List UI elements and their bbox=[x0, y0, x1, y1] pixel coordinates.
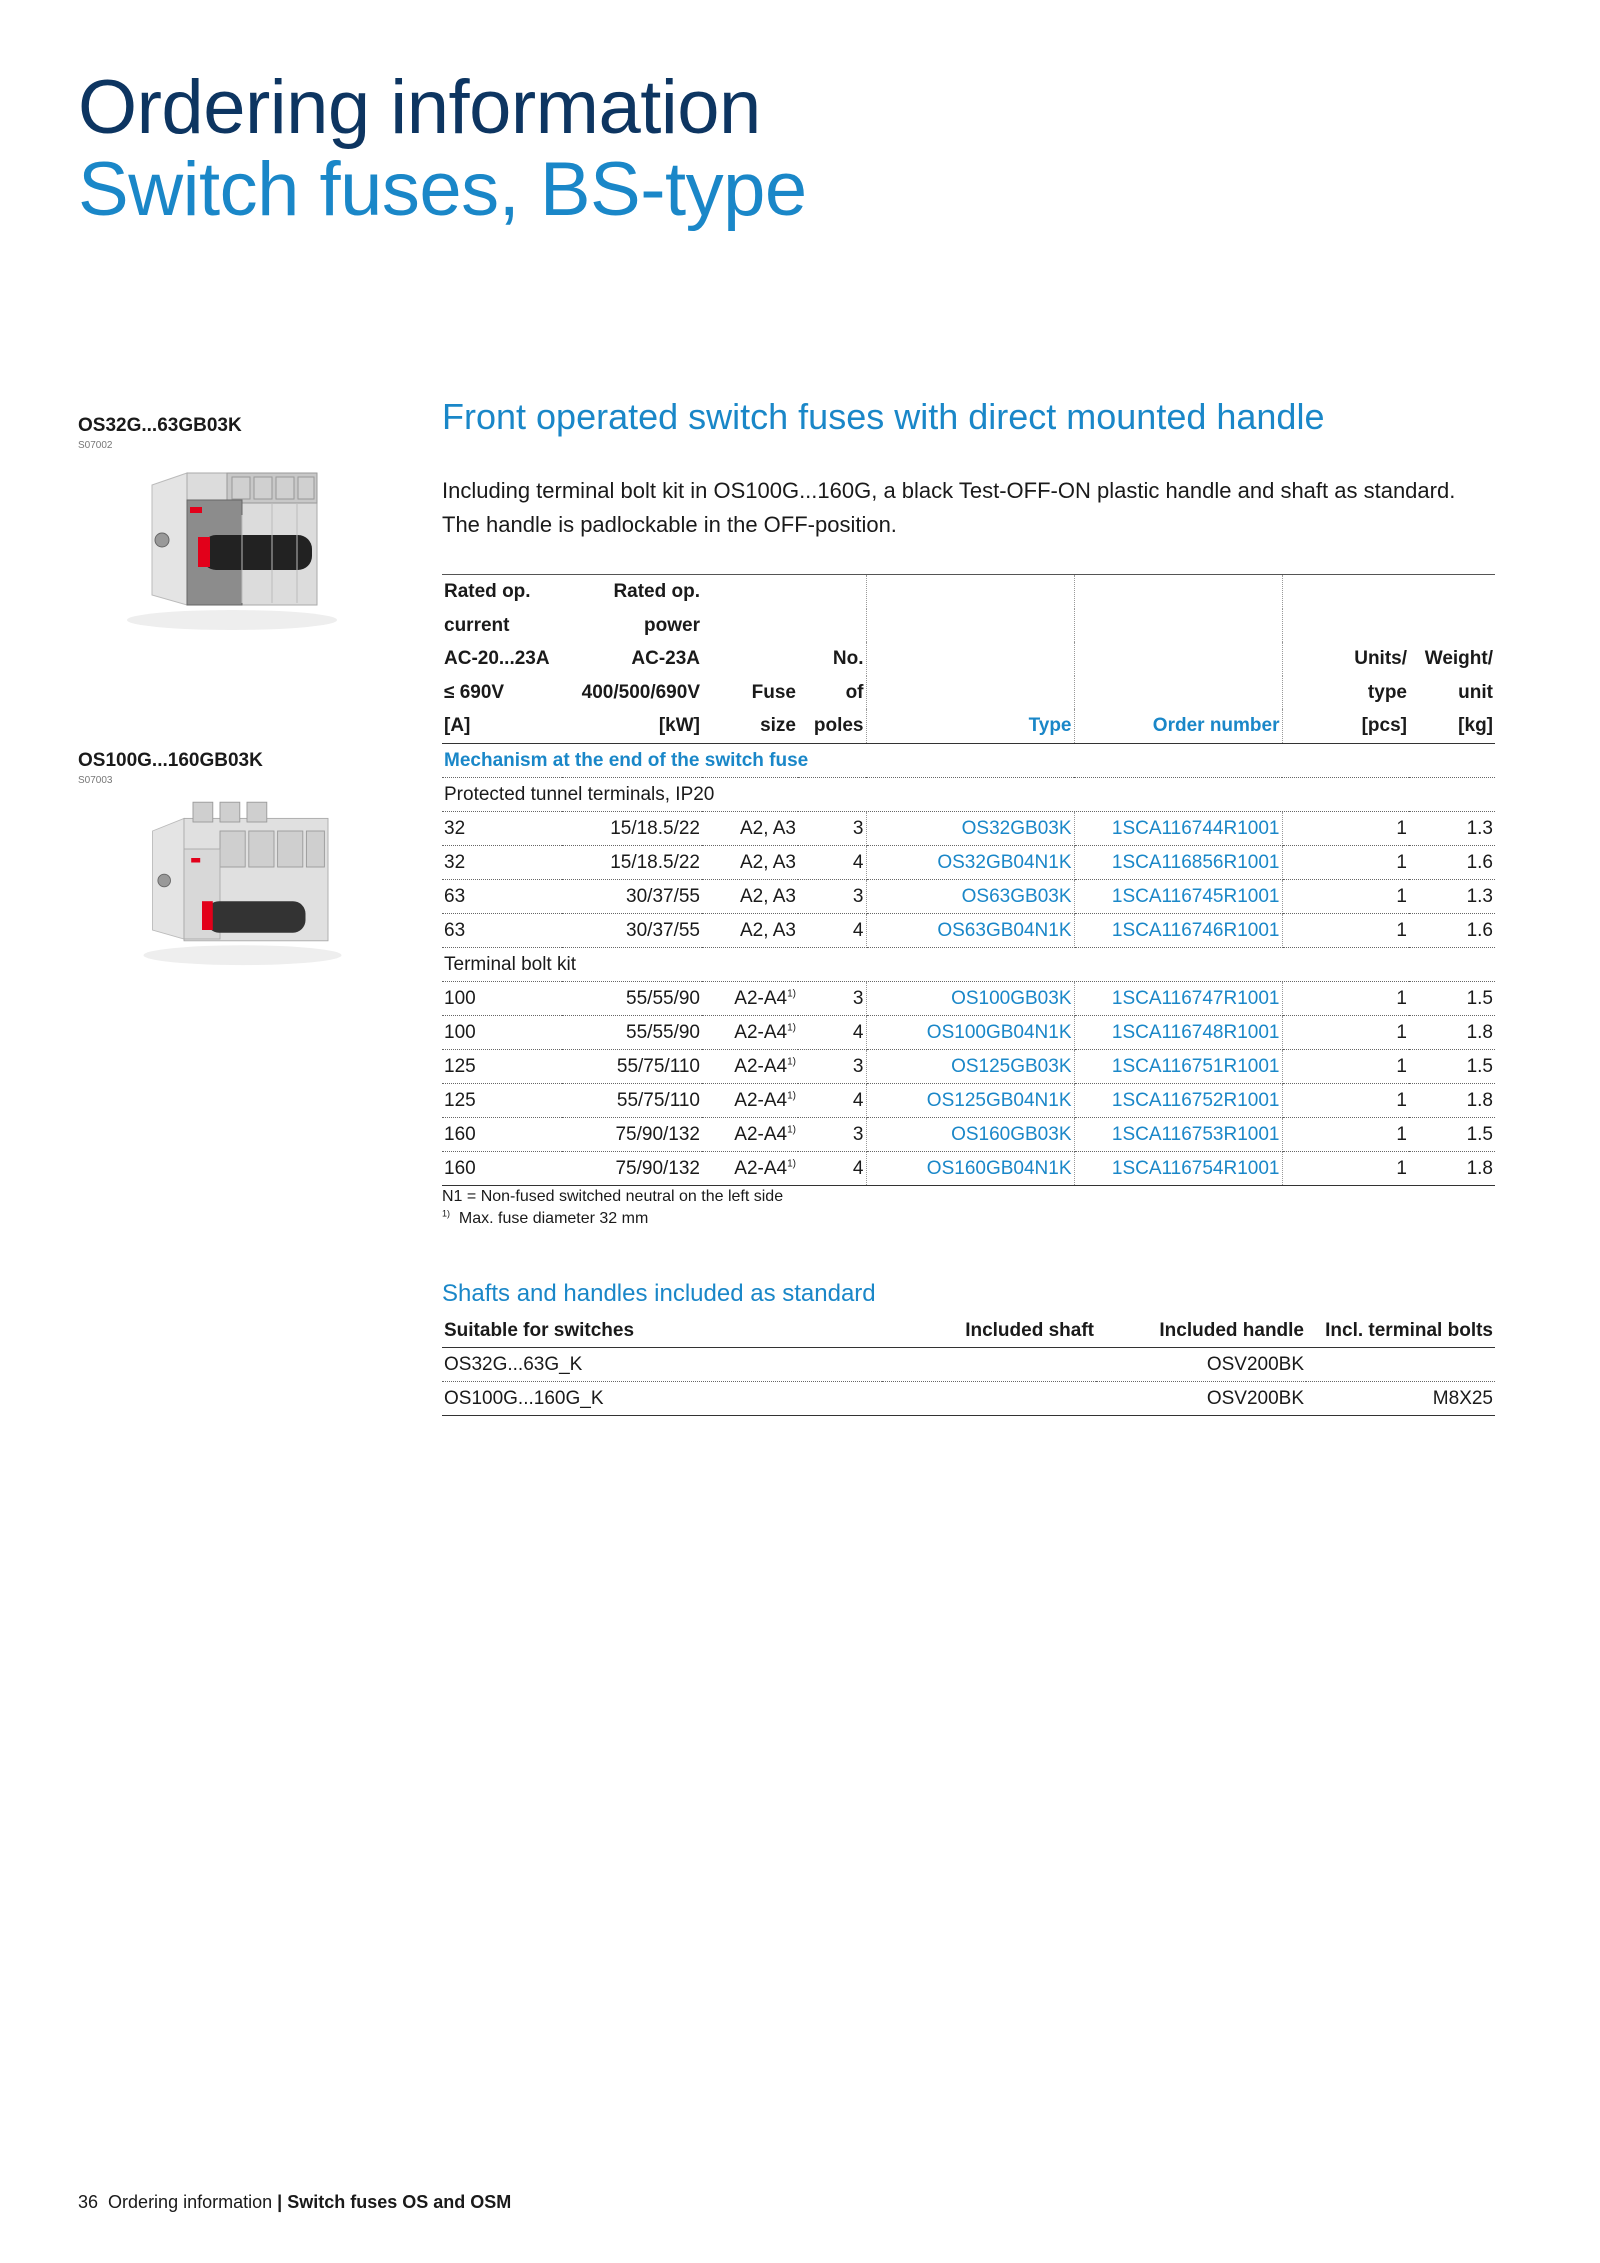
footnote-mark: 1) bbox=[787, 1124, 796, 1136]
cell-current: 32 bbox=[442, 845, 562, 879]
header-current: Rated op. bbox=[442, 575, 562, 609]
page-number: 36 bbox=[78, 2192, 99, 2212]
footnote-1 bbox=[442, 1208, 783, 1230]
cell-weight: 1.8 bbox=[1409, 1015, 1495, 1049]
shafts-header-handle: Included handle bbox=[1096, 1314, 1306, 1348]
table-row bbox=[442, 1049, 1495, 1083]
cell-units: 1 bbox=[1282, 1015, 1409, 1049]
cell-type: OS63GB03K bbox=[866, 879, 1074, 913]
shafts-cell-switches: OS100G...160G_K bbox=[442, 1382, 882, 1416]
cell-power: 55/75/110 bbox=[562, 1083, 702, 1117]
cell-fuse: A2-A4$^{1)}$ bbox=[702, 1083, 798, 1117]
footer-section: Ordering information bbox=[108, 2192, 273, 2212]
header-power: [kW] bbox=[562, 709, 702, 743]
header-type: Type bbox=[866, 709, 1074, 743]
table-header-row bbox=[442, 609, 1495, 643]
cell-units: 1 bbox=[1282, 913, 1409, 947]
cell-power: 15/18.5/22 bbox=[562, 811, 702, 845]
cell-order-number: 1SCA116748R1001 bbox=[1074, 1015, 1282, 1049]
shafts-cell-shaft bbox=[882, 1348, 1096, 1382]
product-1-image bbox=[112, 455, 352, 635]
footnote-mark: 1) bbox=[787, 1022, 796, 1034]
shafts-header-row bbox=[442, 1314, 1495, 1348]
header-poles: poles bbox=[798, 709, 866, 743]
cell-poles: 4 bbox=[798, 1151, 866, 1185]
cell-order-number: 1SCA116747R1001 bbox=[1074, 981, 1282, 1015]
cell-power: 55/55/90 bbox=[562, 1015, 702, 1049]
product-2-code: S07003 bbox=[78, 775, 113, 786]
note-n1: N1 = Non-fused switched neutral on the left side bbox=[442, 1188, 784, 1205]
cell-weight: 1.6 bbox=[1409, 913, 1495, 947]
cell-order-number: 1SCA116745R1001 bbox=[1074, 879, 1282, 913]
mechanism-label: Mechanism at the end of the switch fuse bbox=[442, 743, 1495, 777]
cell-units: 1 bbox=[1282, 1117, 1409, 1151]
table-header-row bbox=[442, 642, 1495, 676]
cell-fuse: A2, A3 bbox=[702, 811, 798, 845]
page-title-line2: Switch fuses, BS-type bbox=[78, 147, 807, 232]
cell-units: 1 bbox=[1282, 845, 1409, 879]
cell-units: 1 bbox=[1282, 1083, 1409, 1117]
table-row bbox=[442, 1117, 1495, 1151]
cell-type: OS32GB04N1K bbox=[866, 845, 1074, 879]
footer-separator: | bbox=[277, 2192, 283, 2212]
cell-poles: 4 bbox=[798, 1015, 866, 1049]
cell-fuse: A2-A4$^{1)}$ bbox=[702, 1117, 798, 1151]
cell-poles: 3 bbox=[798, 879, 866, 913]
shafts-cell-bolts: M8X25 bbox=[1306, 1382, 1495, 1416]
cell-weight: 1.5 bbox=[1409, 1049, 1495, 1083]
shafts-header-switches: Suitable for switches bbox=[442, 1314, 882, 1348]
section-heading: Front operated switch fuses with direct mounted handle bbox=[442, 396, 1325, 437]
header-weight: [kg] bbox=[1409, 709, 1495, 743]
cell-weight: 1.5 bbox=[1409, 981, 1495, 1015]
table-header-row bbox=[442, 676, 1495, 710]
cell-units: 1 bbox=[1282, 1049, 1409, 1083]
shafts-cell-switches: OS32G...63G_K bbox=[442, 1348, 882, 1382]
cell-power: 55/75/110 bbox=[562, 1049, 702, 1083]
table-row bbox=[442, 913, 1495, 947]
cell-units: 1 bbox=[1282, 811, 1409, 845]
cell-power: 30/37/55 bbox=[562, 879, 702, 913]
cell-weight: 1.5 bbox=[1409, 1117, 1495, 1151]
table-row bbox=[442, 845, 1495, 879]
group-label-tunnel-terminals: Protected tunnel terminals, IP20 bbox=[442, 777, 1495, 811]
header-fuse: Fuse bbox=[751, 681, 796, 703]
footnote-mark: 1) bbox=[787, 988, 796, 1000]
cell-order-number: 1SCA116744R1001 bbox=[1074, 811, 1282, 845]
shafts-header-shaft: Included shaft bbox=[882, 1314, 1096, 1348]
cell-order-number: 1SCA116856R1001 bbox=[1074, 845, 1282, 879]
table-row bbox=[442, 1083, 1495, 1117]
cell-power: 75/90/132 bbox=[562, 1151, 702, 1185]
product-2-image bbox=[118, 795, 358, 975]
cell-order-number: 1SCA116746R1001 bbox=[1074, 913, 1282, 947]
header-current: current bbox=[444, 614, 510, 636]
cell-units: 1 bbox=[1282, 981, 1409, 1015]
header-current: ≤ 690V bbox=[444, 681, 505, 703]
product-1-code: S07002 bbox=[78, 440, 113, 451]
cell-order-number: 1SCA116753R1001 bbox=[1074, 1117, 1282, 1151]
header-power: Rated op. bbox=[562, 575, 702, 609]
shafts-cell-bolts bbox=[1306, 1348, 1495, 1382]
section-intro: Including terminal bolt kit in OS100G...160G, a black Test-OFF-ON plastic handle and shaft as standard. The handle is padlockable in the OFF-position. bbox=[442, 478, 1456, 537]
page-title-line1: Ordering information bbox=[78, 65, 761, 150]
shafts-table bbox=[442, 1314, 1495, 1416]
cell-weight: 1.6 bbox=[1409, 845, 1495, 879]
table-row bbox=[442, 879, 1495, 913]
cell-type: OS100GB03K bbox=[866, 981, 1074, 1015]
cell-power: 55/55/90 bbox=[562, 981, 702, 1015]
shafts-header-bolts: Incl. terminal bolts bbox=[1306, 1314, 1495, 1348]
cell-order-number: 1SCA116754R1001 bbox=[1074, 1151, 1282, 1185]
footnote-mark: 1) bbox=[442, 1208, 451, 1219]
cell-current: 125 bbox=[442, 1049, 562, 1083]
shafts-row bbox=[442, 1382, 1495, 1416]
cell-current: 63 bbox=[442, 879, 562, 913]
header-power: AC-23A bbox=[631, 648, 700, 669]
shafts-row bbox=[442, 1348, 1495, 1382]
header-power: power bbox=[644, 614, 700, 636]
cell-poles: 3 bbox=[798, 1049, 866, 1083]
cell-poles: 4 bbox=[798, 1083, 866, 1117]
table-header-row bbox=[442, 709, 1495, 743]
cell-poles: 4 bbox=[798, 913, 866, 947]
cell-current: 63 bbox=[442, 913, 562, 947]
footer-subject: Switch fuses OS and OSM bbox=[287, 2192, 512, 2212]
shafts-cell-handle: OSV200BK bbox=[1096, 1382, 1306, 1416]
table-header-row bbox=[442, 575, 1495, 609]
table-row bbox=[442, 1151, 1495, 1185]
cell-type: OS100GB04N1K bbox=[866, 1015, 1074, 1049]
header-units: [pcs] bbox=[1282, 709, 1409, 743]
cell-fuse: A2-A4$^{1)}$ bbox=[702, 1151, 798, 1185]
cell-current: 160 bbox=[442, 1151, 562, 1185]
cell-weight: 1.3 bbox=[1409, 879, 1495, 913]
footnote-mark: 1) bbox=[787, 1056, 796, 1068]
cell-weight: 1.8 bbox=[1409, 1151, 1495, 1185]
cell-units: 1 bbox=[1282, 879, 1409, 913]
cell-fuse: A2-A4$^{1)}$ bbox=[702, 981, 798, 1015]
cell-type: OS32GB03K bbox=[866, 811, 1074, 845]
shafts-cell-handle: OSV200BK bbox=[1096, 1348, 1306, 1382]
cell-poles: 3 bbox=[798, 811, 866, 845]
cell-fuse: A2, A3 bbox=[702, 879, 798, 913]
header-weight: Weight/ bbox=[1424, 648, 1493, 669]
header-units: type bbox=[1367, 681, 1407, 703]
table-row bbox=[442, 811, 1495, 845]
cell-current: 125 bbox=[442, 1083, 562, 1117]
product-2-name: OS100G...160GB03K bbox=[78, 750, 263, 771]
group-row bbox=[442, 777, 1495, 811]
cell-poles: 3 bbox=[798, 981, 866, 1015]
cell-poles: 4 bbox=[798, 845, 866, 879]
header-poles: of bbox=[798, 676, 866, 710]
cell-current: 100 bbox=[442, 981, 562, 1015]
cell-fuse: A2, A3 bbox=[702, 913, 798, 947]
cell-fuse: A2-A4$^{1)}$ bbox=[702, 1015, 798, 1049]
cell-weight: 1.8 bbox=[1409, 1083, 1495, 1117]
table-row bbox=[442, 981, 1495, 1015]
header-fuse: size bbox=[702, 709, 798, 743]
cell-fuse: A2-A4$^{1)}$ bbox=[702, 1049, 798, 1083]
footnote-mark: 1) bbox=[787, 1158, 796, 1170]
cell-order-number: 1SCA116752R1001 bbox=[1074, 1083, 1282, 1117]
cell-type: OS125GB04N1K bbox=[866, 1083, 1074, 1117]
cell-type: OS63GB04N1K bbox=[866, 913, 1074, 947]
cell-power: 75/90/132 bbox=[562, 1117, 702, 1151]
cell-order-number: 1SCA116751R1001 bbox=[1074, 1049, 1282, 1083]
product-1-name: OS32G...63GB03K bbox=[78, 415, 242, 436]
group-row bbox=[442, 947, 1495, 981]
header-weight: unit bbox=[1458, 681, 1493, 703]
table-notes bbox=[442, 1186, 783, 1230]
cell-fuse: A2, A3 bbox=[702, 845, 798, 879]
header-power: 400/500/690V bbox=[581, 681, 700, 703]
shafts-cell-shaft bbox=[882, 1382, 1096, 1416]
header-order-number: Order number bbox=[1074, 709, 1282, 743]
cell-weight: 1.3 bbox=[1409, 811, 1495, 845]
cell-poles: 3 bbox=[798, 1117, 866, 1151]
cell-power: 15/18.5/22 bbox=[562, 845, 702, 879]
cell-current: 100 bbox=[442, 1015, 562, 1049]
shafts-heading: Shafts and handles included as standard bbox=[442, 1280, 876, 1307]
page-footer bbox=[78, 2192, 511, 2213]
footnote-text: Max. fuse diameter 32 mm bbox=[458, 1210, 649, 1227]
table-row bbox=[442, 1015, 1495, 1049]
cell-units: 1 bbox=[1282, 1151, 1409, 1185]
header-poles: No. bbox=[798, 642, 866, 676]
cell-type: OS160GB04N1K bbox=[866, 1151, 1074, 1185]
cell-type: OS160GB03K bbox=[866, 1117, 1074, 1151]
header-units: Units/ bbox=[1354, 648, 1407, 669]
cell-current: 160 bbox=[442, 1117, 562, 1151]
header-current: [A] bbox=[442, 709, 562, 743]
footnote-mark: 1) bbox=[787, 1090, 796, 1102]
cell-power: 30/37/55 bbox=[562, 913, 702, 947]
header-current: AC-20...23A bbox=[444, 648, 550, 669]
group-label-terminal-bolt-kit: Terminal bolt kit bbox=[442, 947, 1495, 981]
mechanism-row bbox=[442, 743, 1495, 777]
cell-type: OS125GB03K bbox=[866, 1049, 1074, 1083]
cell-current: 32 bbox=[442, 811, 562, 845]
ordering-table bbox=[442, 574, 1495, 1186]
